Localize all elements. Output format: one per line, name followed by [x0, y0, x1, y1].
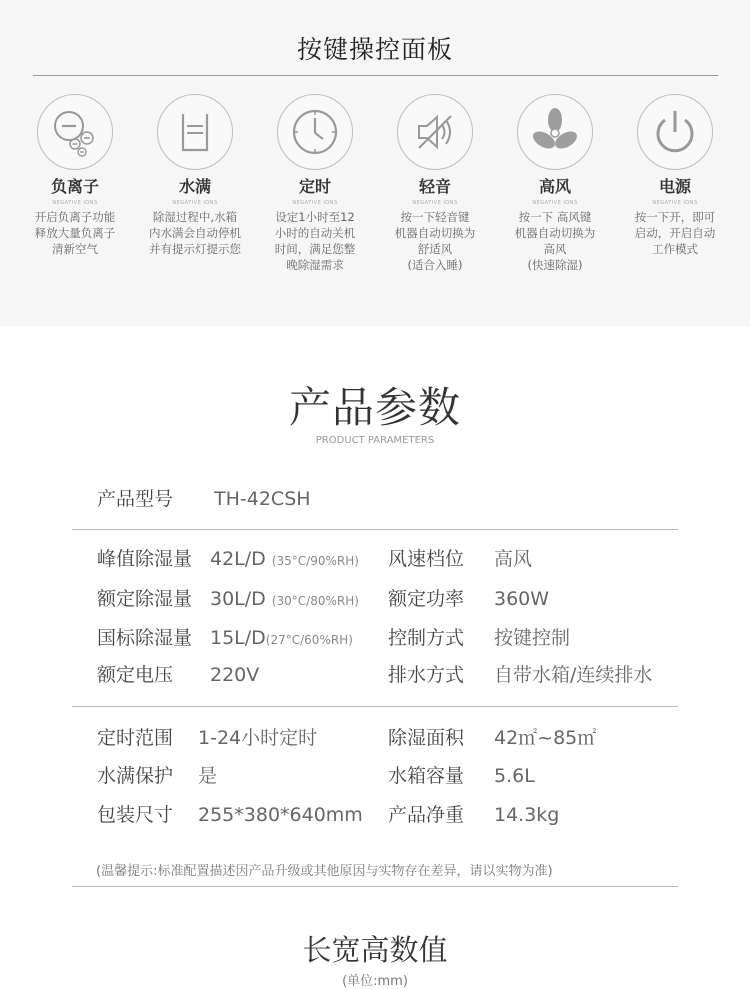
param-label: 除湿面积 [388, 727, 465, 749]
divider [72, 529, 678, 530]
param-value: 按键控制 [494, 627, 571, 649]
param-value: 360W [494, 588, 550, 610]
feature-water-full [135, 94, 255, 257]
param-row [388, 624, 570, 652]
param-value: 是 [198, 765, 218, 787]
feature-description: 按一下 高风键 机器自动切换为 高风 (快速除湿) [514, 210, 596, 272]
feature-subtitle: NEGATIVE IONS [172, 200, 218, 206]
feature-timer [255, 94, 375, 273]
param-label: 定时范围 [97, 727, 174, 749]
fan-icon [525, 102, 585, 162]
feature-negative-ion [15, 94, 135, 257]
param-row [97, 724, 317, 752]
param-value: 42L/D [210, 548, 266, 570]
feature-description: 开启负离子功能 释放大量负离子 清新空气 [34, 210, 116, 256]
params-title: 产品参数 [288, 383, 461, 432]
panel-title: 按键操控面板 [296, 35, 453, 64]
feature-name: 定时 [298, 177, 331, 196]
param-label: 产品型号 [97, 488, 174, 510]
param-row [97, 624, 353, 652]
param-row [388, 762, 535, 790]
param-label: 控制方式 [388, 627, 465, 649]
param-label: 额定电压 [97, 664, 174, 686]
clock-icon [285, 102, 345, 162]
param-value: 1-24小时定时 [198, 727, 318, 749]
param-label: 水满保护 [97, 765, 174, 787]
param-label: 排水方式 [388, 664, 465, 686]
feature-description: 设定1小时至12 小时的自动关机 时间，满足您整 晚除湿需求 [274, 210, 356, 272]
feature-name: 轻音 [418, 177, 451, 196]
feature-name: 水满 [178, 177, 211, 196]
feature-subtitle: NEGATIVE IONS [292, 200, 338, 206]
param-value: 30L/D [210, 588, 266, 610]
divider [33, 75, 718, 76]
param-note: (30°C/80%RH) [271, 594, 359, 608]
feature-name: 负离子 [50, 177, 99, 196]
param-row [97, 762, 217, 790]
divider [72, 706, 678, 707]
feature-name: 电源 [658, 177, 691, 196]
feature-description: 按一下开，即可 启动，开启自动 工作模式 [634, 210, 716, 256]
param-value: 15L/D [210, 627, 266, 649]
param-row [97, 661, 259, 689]
dimensions-title: 长宽高数值 [302, 933, 448, 967]
feature-high-fan [495, 94, 615, 273]
feature-power [615, 94, 735, 257]
param-label: 峰值除湿量 [97, 548, 193, 570]
water-full-icon [165, 102, 225, 162]
power-icon [645, 102, 705, 162]
feature-subtitle: NEGATIVE IONS [652, 200, 698, 206]
params-subtitle: PRODUCT PARAMETERS [315, 435, 435, 446]
feature-subtitle: NEGATIVE IONS [412, 200, 458, 206]
control-panel-section [0, 0, 750, 326]
param-row [388, 585, 549, 613]
param-label: 风速档位 [388, 548, 465, 570]
dimensions-unit: (单位:mm) [342, 974, 408, 989]
negative-ion-icon [45, 102, 105, 162]
param-value: 自带水箱/连续排水 [494, 664, 653, 686]
param-label: 产品净重 [388, 804, 465, 826]
param-row [97, 545, 359, 573]
feature-quiet [375, 94, 495, 273]
param-value: 255*380*640mm [198, 804, 363, 826]
mute-icon [405, 102, 465, 162]
feature-subtitle: NEGATIVE IONS [52, 200, 98, 206]
param-value: TH-42CSH [214, 488, 311, 510]
param-note: (35°C/90%RH) [271, 554, 359, 568]
param-row [388, 801, 559, 829]
feature-description: 按一下轻音键 机器自动切换为 舒适风 (适合入睡) [394, 210, 476, 272]
param-value: 14.3kg [494, 804, 560, 826]
param-label: 额定除湿量 [97, 588, 193, 610]
param-value: 高风 [494, 548, 533, 570]
param-row-model [97, 485, 311, 513]
param-row [388, 661, 652, 689]
param-value: 220V [210, 664, 260, 686]
param-label: 额定功率 [388, 588, 465, 610]
param-row [97, 585, 359, 613]
param-row [388, 724, 596, 752]
param-note: (27°C/60%RH) [265, 633, 353, 647]
notice-text: (温馨提示:标准配置描述因产品升级或其他原因与实物存在差异，请以实物为准) [96, 864, 553, 879]
param-row [97, 801, 363, 829]
param-value: 42㎡~85㎡ [494, 727, 597, 749]
param-label: 包装尺寸 [97, 804, 174, 826]
param-label: 国标除湿量 [97, 627, 193, 649]
feature-subtitle: NEGATIVE IONS [532, 200, 578, 206]
feature-name: 高风 [538, 177, 571, 196]
param-label: 水箱容量 [388, 765, 465, 787]
feature-description: 除湿过程中,水箱 内水满会自动停机 并有提示灯提示您 [149, 210, 241, 256]
divider [72, 886, 678, 887]
param-value: 5.6L [494, 765, 535, 787]
param-row [388, 545, 532, 573]
